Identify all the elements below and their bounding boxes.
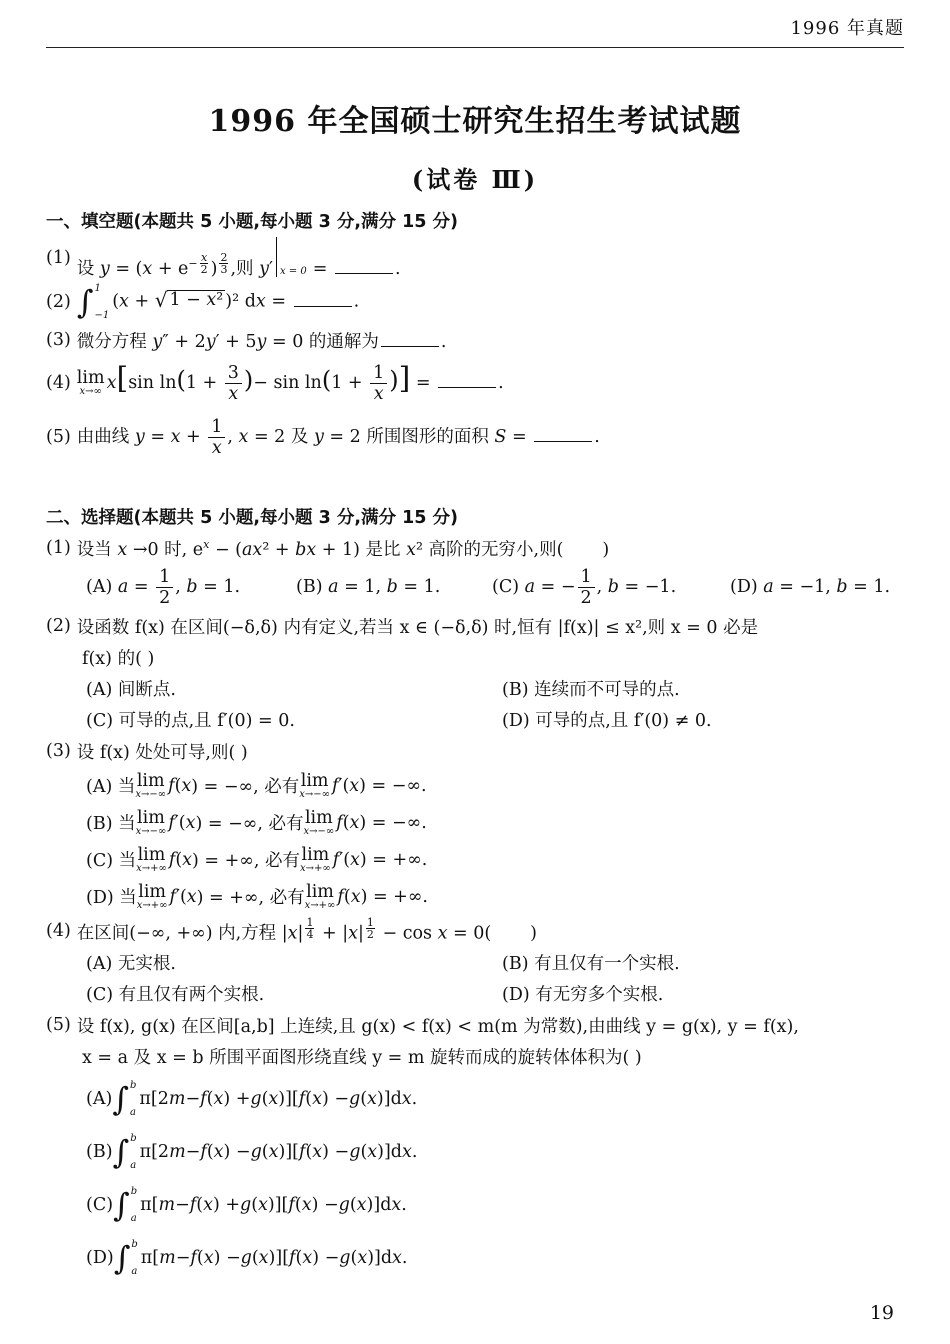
choice-q5-option-a[interactable]: (A) ∫ b a π[2 m − f ( x ) + g ( x )][ f ( x ) − g ( x )]d x . bbox=[86, 1079, 418, 1118]
choice-q2-number: (2) bbox=[46, 616, 71, 636]
choice-q4-option-b[interactable]: (B) 有且仅有一个实根. bbox=[502, 954, 680, 974]
choice-q5 bbox=[46, 1009, 904, 1041]
choice-q4-options-row2 bbox=[46, 978, 904, 1009]
exam-content bbox=[46, 208, 904, 1284]
choice-q3-number: (3) bbox=[46, 741, 71, 761]
choice-q3 bbox=[46, 735, 904, 767]
fill-q2 bbox=[46, 280, 904, 324]
running-head: 1996 年真题 bbox=[790, 18, 904, 39]
fill-q1-math: 设 $y = (x + e^{- \frac{x}{2}}$ ) $^{\frac{2}{3}}$ ,则 y′ x = 0 = . bbox=[77, 237, 401, 280]
fill-section-heading: 一、填空题(本题共 5 小题,每小题 3 分,满分 15 分) bbox=[46, 212, 459, 232]
choice-q4-number: (4) bbox=[46, 921, 71, 941]
choice-q4-stem: 在区间(−∞, +∞) 内,方程 |x| $^{\frac{1}{4}}$ + |x| $^{\frac{1}{2}}$ − cos x = 0( ) bbox=[76, 916, 537, 944]
choice-q2-options-row1 bbox=[46, 673, 904, 704]
choice-q3-option-a[interactable]: (A) 当 lim x→−∞ f ( x ) = −∞, 必有 lim x→−∞ f ′( x ) = −∞. bbox=[86, 770, 427, 800]
fill-q3-number: (3) bbox=[46, 330, 71, 350]
choice-q1-option-d[interactable]: (D) a = −1, b = 1. bbox=[730, 577, 891, 597]
choice-q1-option-b[interactable]: (B) a = 1, b = 1. bbox=[296, 577, 441, 597]
choice-q1-option-a[interactable]: (A) a = $\frac{1}{2}$ , b = 1. bbox=[86, 566, 241, 608]
choice-q3-stem: 设 f(x) 处处可导,则( ) bbox=[76, 742, 248, 763]
choice-q1 bbox=[46, 532, 904, 564]
header-rule bbox=[46, 47, 904, 48]
choice-q1-number: (1) bbox=[46, 538, 71, 558]
choice-section-heading: 二、选择题(本题共 5 小题,每小题 3 分,满分 15 分) bbox=[46, 508, 459, 528]
choice-q5-option-d[interactable]: (D) ∫ b a π[ m − f ( x ) − g ( x )][ f ( x ) − g ( x )]d x . bbox=[86, 1238, 408, 1277]
choice-q5-option-b[interactable]: (B) ∫ b a π[2 m − f ( x ) − g ( x )][ f ( x ) − g ( x )]d x . bbox=[86, 1132, 418, 1171]
fill-q5-math: 由曲线 y = x + $\frac{1}{x}$ , x = 2 及 y = 2 所围图形的面积 S = . bbox=[76, 416, 600, 458]
fill-q3-math: 微分方程 y″ + 2y′ + 5y = 0 的通解为 . bbox=[76, 331, 447, 352]
choice-q5-stem-line1: 设 f(x), g(x) 在区间[a,b] 上连续,且 g(x) < f(x) < m(m 为常数),由曲线 y = g(x), y = f(x), bbox=[76, 1016, 799, 1037]
fill-q5 bbox=[46, 410, 904, 464]
choice-q4-options-row1 bbox=[46, 947, 904, 978]
fill-q4-number: (4) bbox=[46, 373, 71, 393]
choice-q5-number: (5) bbox=[46, 1015, 71, 1035]
fill-q2-number: (2) bbox=[46, 292, 71, 312]
fill-q1-number: (1) bbox=[46, 248, 71, 268]
choice-q2-option-c[interactable]: (C) 可导的点,且 f′(0) = 0. bbox=[86, 711, 295, 731]
choice-q4-option-a[interactable]: (A) 无实根. bbox=[86, 954, 176, 974]
choice-q5-stem-line2: x = a 及 x = b 所围平面图形绕直线 y = m 旋转而成的旋转体体积为( ) bbox=[82, 1048, 642, 1068]
page-title: 1996 年全国硕士研究生招生考试试题 bbox=[208, 104, 742, 139]
choice-q2-stem-line2: f(x) 的( ) bbox=[82, 649, 155, 669]
fill-q4 bbox=[46, 356, 904, 410]
choice-q4-option-c[interactable]: (C) 有且仅有两个实根. bbox=[86, 985, 265, 1005]
choice-q1-stem: 设当 x →0 时, $e^x - (ax^2$ + bx + 1) 是比 x² 高阶的无穷小,则( ) bbox=[76, 537, 610, 560]
choice-q2-option-d[interactable]: (D) 可导的点,且 f′(0) ≠ 0. bbox=[502, 711, 712, 731]
choice-q2-stem-line1: 设函数 f(x) 在区间(−δ,δ) 内有定义,若当 x ∈ (−δ,δ) 时,恒有 |f(x)| ≤ x²,则 x = 0 必是 bbox=[76, 617, 759, 638]
choice-q4 bbox=[46, 915, 904, 947]
section-gap bbox=[46, 464, 904, 504]
choice-q3-option-c[interactable]: (C) 当 lim x→+∞ f ( x ) = +∞, 必有 lim x→+∞ f ′( x ) = +∞. bbox=[86, 844, 428, 874]
choice-q5-option-c[interactable]: (C) ∫ b a π[ m − f ( x ) + g ( x )][ f ( x ) − g ( x )]d x . bbox=[86, 1185, 407, 1224]
fill-q2-math: ∫ 1 −1 (x + √ 1 − x² )² dx = . bbox=[76, 283, 360, 321]
page-number: 19 bbox=[869, 1302, 894, 1324]
choice-q2-options-row2 bbox=[46, 704, 904, 735]
fill-q3 bbox=[46, 324, 904, 356]
fill-q4-math: lim x→∞ x[sin ln(1 + $\frac{3}{x}$ )− sin ln(1 + $\frac{1}{x}$ )] = . bbox=[76, 360, 504, 404]
choice-q1-options bbox=[46, 564, 904, 610]
choice-q2-option-b[interactable]: (B) 连续而不可导的点. bbox=[502, 680, 680, 700]
choice-q4-option-d[interactable]: (D) 有无穷多个实根. bbox=[502, 985, 664, 1005]
fill-q5-number: (5) bbox=[46, 427, 71, 447]
choice-q1-option-c[interactable]: (C) a = − $\frac{1}{2}$ , b = −1. bbox=[492, 566, 677, 608]
fill-q1 bbox=[46, 236, 904, 280]
choice-q2 bbox=[46, 610, 904, 642]
choice-q2-option-a[interactable]: (A) 间断点. bbox=[86, 680, 176, 700]
choice-q3-option-b[interactable]: (B) 当 lim x→−∞ f ′( x ) = −∞, 必有 lim x→−∞ f ( x ) = −∞. bbox=[86, 807, 427, 837]
choice-q3-option-d[interactable]: (D) 当 lim x→+∞ f ′( x ) = +∞, 必有 lim x→+∞ f ( x ) = +∞. bbox=[86, 881, 428, 911]
paper-subtitle: (试卷 Ⅲ) bbox=[411, 165, 539, 194]
